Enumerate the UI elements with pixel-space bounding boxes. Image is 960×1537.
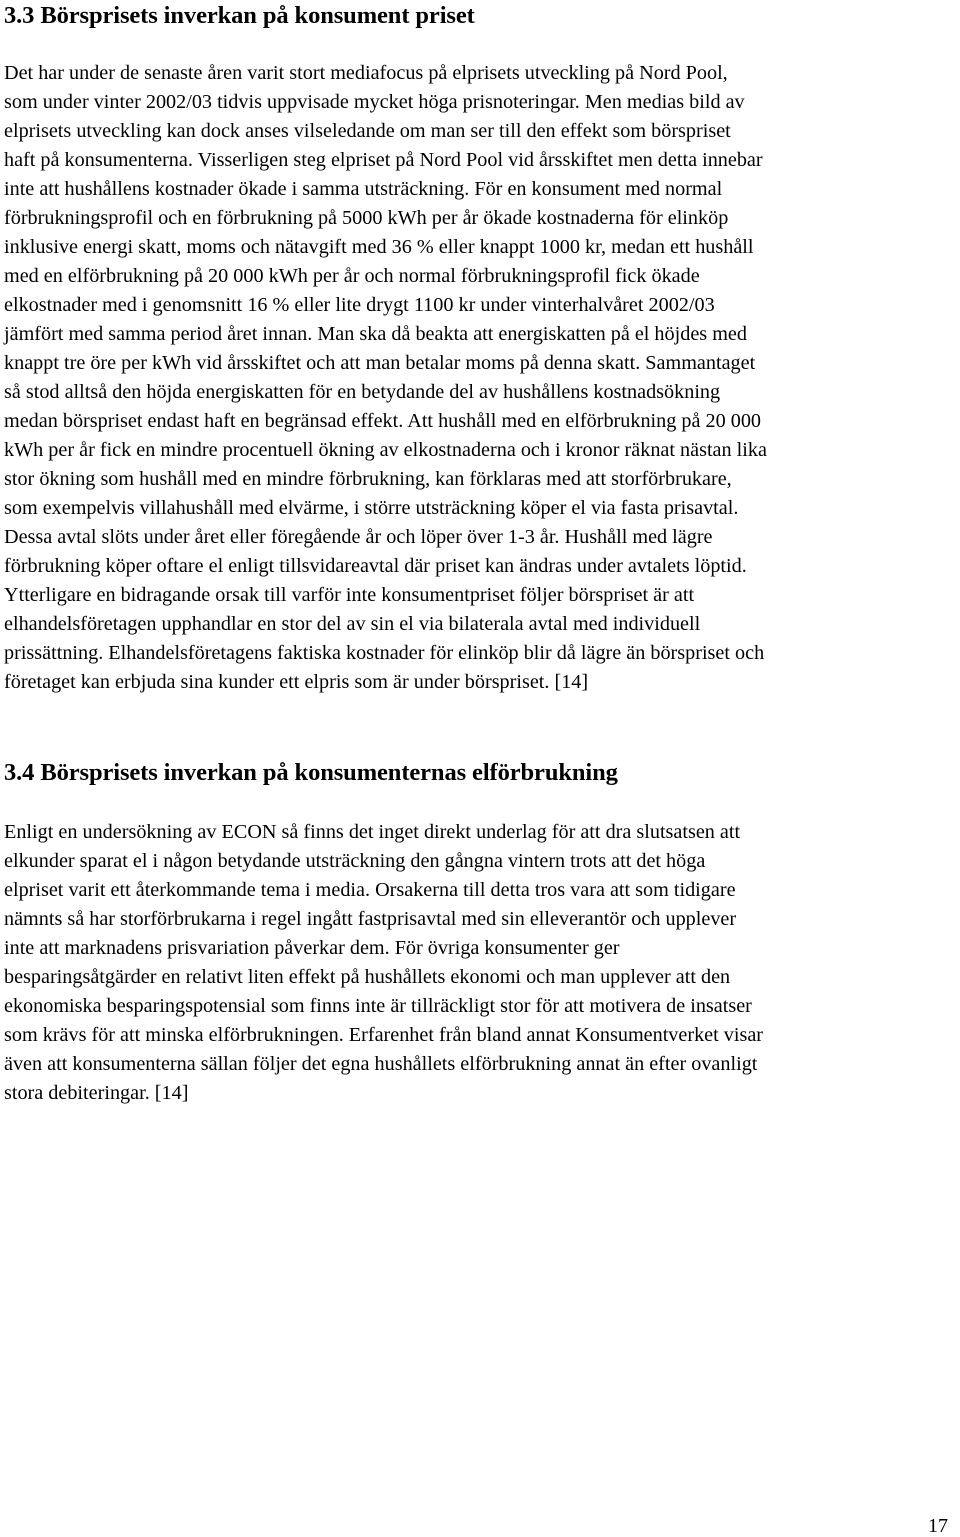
paragraph-line: som exempelvis villahushåll med elvärme, i större utsträckning köper el via fasta prisavtal. [4, 497, 739, 519]
paragraph-line: knappt tre öre per kWh vid årsskiftet och att man betalar moms på denna skatt. Sammantaget [4, 352, 756, 374]
paragraph-line: elkunder sparat el i någon betydande utsträckning den gångna vintern trots att det höga [4, 850, 706, 872]
paragraph-line: Dessa avtal slöts under året eller föregående år och löper över 1-3 år. Hushåll med lägre [4, 526, 713, 548]
section-heading-3-3: 3.3 Börsprisets inverkan på konsument priset [4, 2, 475, 29]
paragraph-line: elpriset varit ett återkommande tema i media. Orsakerna till detta tros vara att som tidigare [4, 879, 736, 901]
section-heading-3-4: 3.4 Börsprisets inverkan på konsumenternas elförbrukning [4, 759, 618, 786]
paragraph-line: jämfört med samma period året innan. Man ska då beakta att energiskatten på el höjdes med [4, 323, 747, 345]
paragraph-line: kWh per år fick en mindre procentuell ökning av elkostnaderna och i kronor räknat nästan lika [4, 439, 767, 461]
paragraph-line: nämnts så har storförbrukarna i regel ingått fastprisavtal med sin elleverantör och upplever [4, 908, 737, 930]
paragraph-line: inklusive energi skatt, moms och nätavgift med 36 % eller knappt 1000 kr, medan ett hushåll [4, 236, 754, 258]
paragraph-line: inte att marknadens prisvariation påverkar dem. För övriga konsumenter ger [4, 937, 620, 959]
paragraph-line: som krävs för att minska elförbrukningen. Erfarenhet från bland annat Konsumentverket visar [4, 1024, 764, 1046]
paragraph-line: prissättning. Elhandelsföretagens faktiska kostnader för elinköp blir då lägre än börspriset och [4, 642, 765, 664]
paragraph-line: Ytterligare en bidragande orsak till varför inte konsumentpriset följer börspriset är att [4, 584, 695, 606]
paragraph-line: Det har under de senaste åren varit stort mediafocus på elprisets utveckling på Nord Pool, [4, 62, 728, 84]
page-number: 17 [928, 1515, 948, 1537]
paragraph-line: elkostnader med i genomsnitt 16 % eller lite drygt 1100 kr under vinterhalvåret 2002/03 [4, 294, 715, 316]
paragraph-line: stor ökning som hushåll med en mindre förbrukning, kan förklaras med att storförbrukare, [4, 468, 732, 490]
paragraph-line: Enligt en undersökning av ECON så finns det inget direkt underlag för att dra slutsatsen att [4, 821, 741, 843]
paragraph-line: elhandelsföretagen upphandlar en stor del av sin el via bilaterala avtal med individuell [4, 613, 701, 635]
paragraph-line: medan börspriset endast haft en begränsad effekt. Att hushåll med en elförbrukning på 20 000 [4, 410, 762, 432]
paragraph-line: förbrukning köper oftare el enligt tillsvidareavtal där priset kan ändras under avtalets löptid. [4, 555, 747, 577]
paragraph-line: företaget kan erbjuda sina kunder ett elpris som är under börspriset. [14] [4, 671, 589, 693]
paragraph-line: inte att hushållens kostnader ökade i samma utsträckning. För en konsument med normal [4, 178, 723, 200]
paragraph-line: så stod alltså den höjda energiskatten för en betydande del av hushållens kostnadsökning [4, 381, 721, 403]
document-page [4, 0, 956, 1537]
paragraph-line: även att konsumenterna sällan följer det egna hushållets elförbrukning annat än efter ovanligt [4, 1053, 758, 1075]
section-3-3-paragraph [4, 59, 767, 697]
paragraph-line: besparingsåtgärder en relativt liten effekt på hushållets ekonomi och man upplever att den [4, 966, 731, 988]
paragraph-line: elprisets utveckling kan dock anses vilseledande om man ser till den effekt som börspriset [4, 120, 731, 142]
paragraph-line: som under vinter 2002/03 tidvis uppvisade mycket höga prisnoteringar. Men medias bild av [4, 91, 745, 113]
paragraph-line: med en elförbrukning på 20 000 kWh per år och normal förbrukningsprofil fick ökade [4, 265, 700, 287]
paragraph-line: ekonomiska besparingspotensial som finns inte är tillräckligt stor för att motivera de insatser [4, 995, 752, 1017]
paragraph-line: förbrukningsprofil och en förbrukning på 5000 kWh per år ökade kostnaderna för elinköp [4, 207, 729, 229]
paragraph-line: stora debiteringar. [14] [4, 1082, 189, 1104]
paragraph-line: haft på konsumenterna. Visserligen steg elpriset på Nord Pool vid årsskiftet men detta innebar [4, 149, 763, 171]
section-3-4-paragraph [4, 818, 763, 1108]
